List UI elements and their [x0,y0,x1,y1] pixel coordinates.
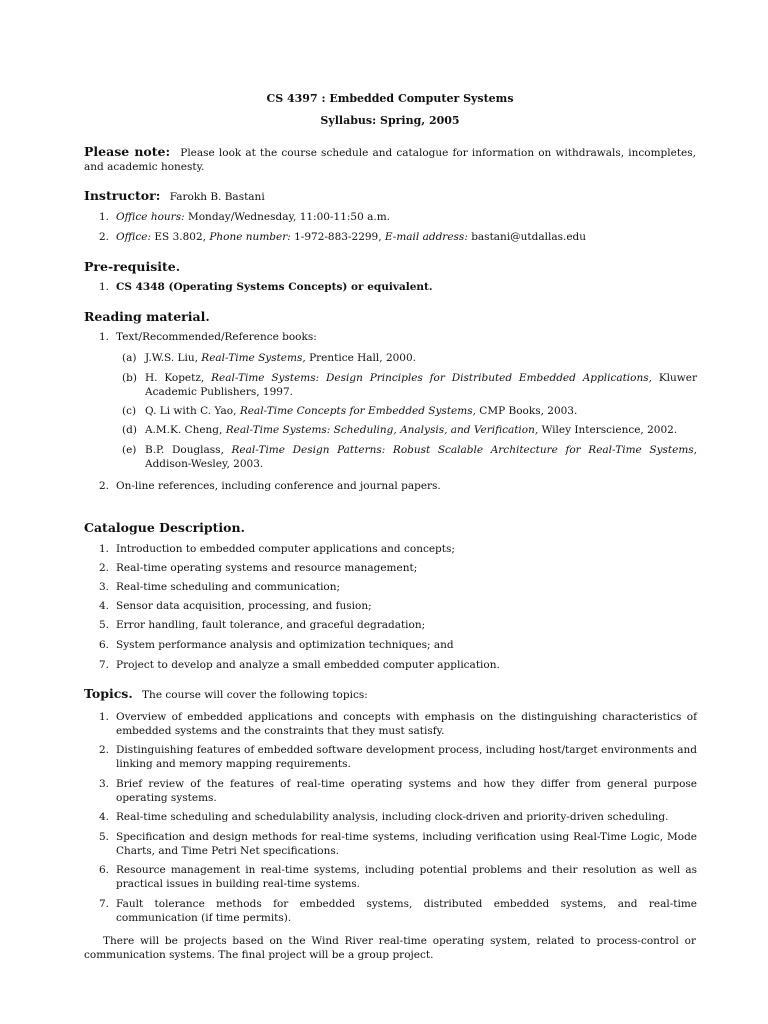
prereq-text: CS 4348 (Operating Systems Concepts) or equivalent. [116,281,433,293]
item-number: 6. [99,639,110,651]
course-title: CS 4397 : Embedded Computer Systems [266,92,514,105]
office-value: ES 3.802, [154,231,206,243]
book-author: A.M.K. Cheng, [145,424,223,436]
syllabus-term: Syllabus: Spring, 2005 [320,114,460,127]
reading-heading: Reading material. [84,309,210,324]
topic-text: Real-time scheduling and schedulability analysis, including clock-driven and priority-driven scheduling. [116,811,669,823]
phone-label: Phone number: [209,231,291,243]
book-label: (c) [122,405,137,417]
topic-text: Brief review of the features of real-time operating systems and how they differ from general purpose operating systems. [116,778,697,804]
reading-item [99,330,697,344]
office-hours-label: Office hours: [116,211,185,223]
item-number: 2. [99,480,110,492]
please-note-section [84,145,696,174]
book-title: Real-Time Design Patterns: Robust Scalable Architecture for Real-Time Systems, [231,444,697,456]
item-number: 6. [99,864,110,876]
catalogue-item-text: Error handling, fault tolerance, and graceful degradation; [116,619,426,631]
topic-text: Resource management in real-time systems, including potential problems and their resolution as well as practical issues in building real-time systems. [116,864,697,890]
book-item [122,443,697,470]
catalogue-item [99,658,697,672]
catalogue-heading: Catalogue Description. [84,520,245,535]
book-title: Real-Time Systems: Scheduling, Analysis, and Verification, [225,424,539,436]
reading-section [84,310,696,325]
item-number: 7. [99,659,110,671]
topic-item [99,810,697,824]
book-author: B.P. Douglass, [145,444,224,456]
book-publisher: Prentice Hall, 2000. [309,352,417,364]
book-label: (b) [122,372,137,384]
item-number: 5. [99,831,110,843]
topic-item [99,863,697,890]
book-label: (a) [122,352,137,364]
topics-heading: Topics. [84,686,133,701]
catalogue-item-text: Introduction to embedded computer applications and concepts; [116,543,455,555]
book-item [122,371,698,398]
item-number: 3. [99,778,110,790]
instructor-name: Farokh B. Bastani [169,191,265,203]
catalogue-item [99,542,697,556]
book-author: H. Kopetz, [145,372,205,384]
book-publisher: Addison-Wesley, 2003. [145,458,264,470]
book-title: Real-Time Concepts for Embedded Systems, [239,405,476,417]
phone-value: 1-972-883-2299, [294,231,382,243]
catalogue-item [99,561,697,575]
item-number: 2. [99,562,110,574]
topic-item [99,710,697,737]
please-note-heading: Please note: [84,144,171,159]
catalogue-item [99,638,697,652]
catalogue-section [84,521,696,536]
item-number: 1. [99,281,110,293]
topic-text: Fault tolerance methods for embedded systems, distributed embedded systems, and real-time communication (if time permits). [116,898,697,924]
book-item [122,404,697,418]
book-title: Real-Time Systems, [201,352,306,364]
item-number: 1. [99,543,110,555]
item-number: 5. [99,619,110,631]
topic-text: Distinguishing features of embedded software development process, including host/target environments and linking and memory mapping requirements. [116,744,697,770]
office-hours-value: Monday/Wednesday, 11:00-11:50 a.m. [187,211,390,223]
book-label: (e) [122,444,137,456]
item-number: 2. [99,231,110,243]
please-note-text: Please look at the course schedule and catalogue for information on withdrawals, incompletes, and academic honesty. [84,147,696,173]
catalogue-item-text: System performance analysis and optimization techniques; and [116,639,454,651]
book-item [122,351,697,365]
item-number: 1. [99,211,110,223]
instructor-heading: Instructor: [84,188,161,203]
topic-item [99,830,697,857]
closing-paragraph: There will be projects based on the Wind River real-time operating system, related to process-control or communication systems. The final project will be a group project. [84,935,696,961]
item-number: 1. [99,331,110,343]
topic-text: Specification and design methods for real-time systems, including verification using Real-Time Logic, Mode Charts, and Time Petri Net specifications. [116,831,697,857]
reading-item [99,479,697,493]
item-number: 7. [99,898,110,910]
item-number: 1. [99,711,110,723]
item-number: 4. [99,600,110,612]
catalogue-item [99,618,697,632]
topic-item [99,777,697,804]
topic-text: Overview of embedded applications and concepts with emphasis on the distinguishing characteristics of embedded systems and the constraints that they must satisfy. [116,711,697,737]
reading-item-text: On-line references, including conference and journal papers. [116,480,441,492]
book-title: Real-Time Systems: Design Principles for Distributed Embedded Applications, [211,372,652,384]
email-value: bastani@utdallas.edu [471,231,587,243]
topics-intro: The course will cover the following topics: [142,689,368,701]
book-item [122,423,697,437]
instructor-item [99,210,697,224]
book-author: J.W.S. Liu, [145,352,198,364]
instructor-section [84,189,696,204]
catalogue-item-text: Real-time scheduling and communication; [116,581,341,593]
book-label: (d) [122,424,137,436]
catalogue-item [99,599,697,613]
email-label: E-mail address: [384,231,468,243]
topic-item [99,743,697,770]
prereq-section [84,260,696,275]
book-publisher: Wiley Interscience, 2002. [541,424,678,436]
catalogue-item [99,580,697,594]
book-publisher: CMP Books, 2003. [479,405,578,417]
prereq-item [99,280,697,294]
topic-item [99,897,697,924]
prereq-heading: Pre-requisite. [84,259,181,274]
reading-item-text: Text/Recommended/Reference books: [116,331,317,343]
catalogue-item-text: Project to develop and analyze a small embedded computer application. [116,659,500,671]
book-author: Q. Li with C. Yao, [145,405,237,417]
item-number: 4. [99,811,110,823]
book-publisher: Kluwer Academic Publishers, 1997. [145,372,698,398]
item-number: 2. [99,744,110,756]
item-number: 3. [99,581,110,593]
catalogue-item-text: Real-time operating systems and resource management; [116,562,418,574]
office-label: Office: [116,231,152,243]
catalogue-item-text: Sensor data acquisition, processing, and fusion; [116,600,372,612]
instructor-item [99,230,697,244]
topics-section [84,687,696,702]
